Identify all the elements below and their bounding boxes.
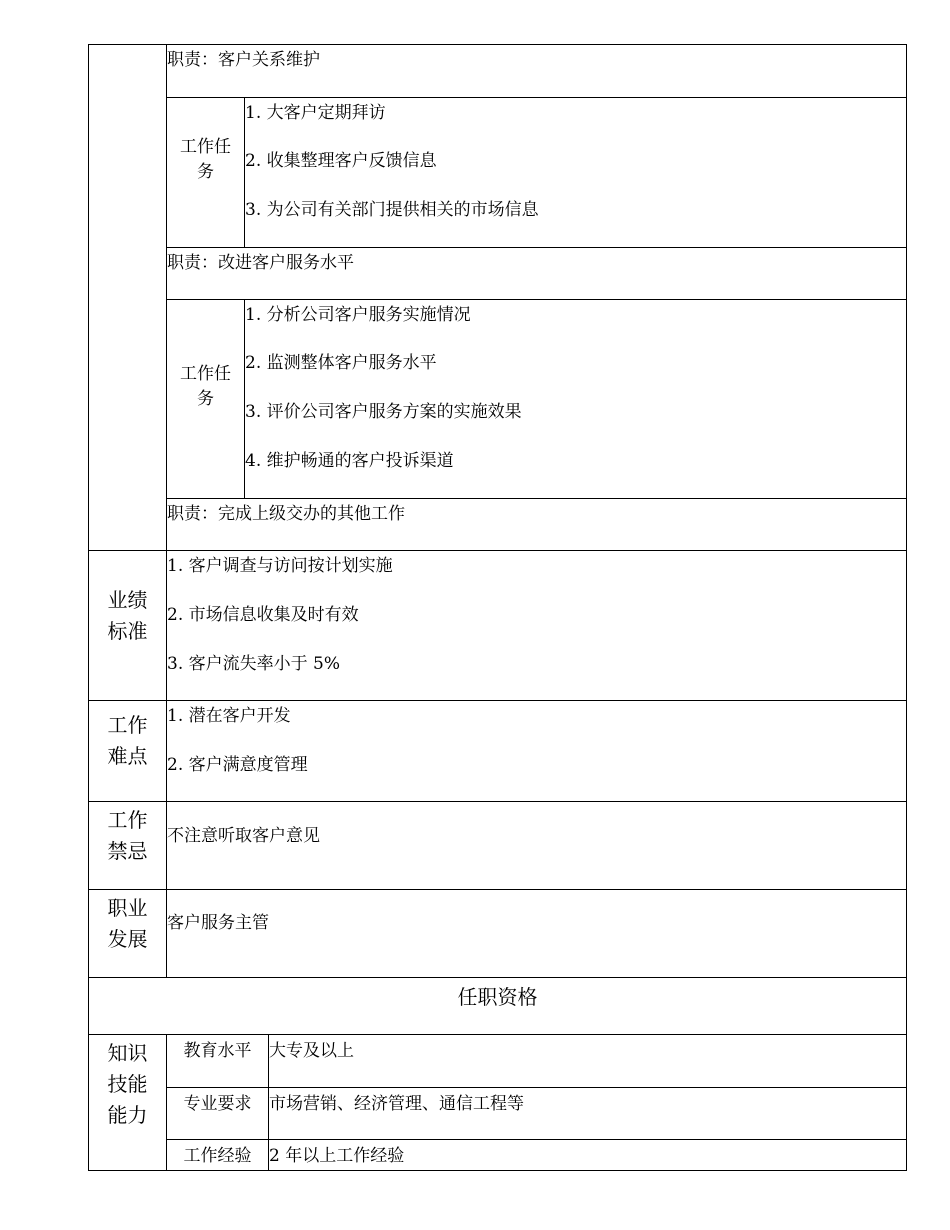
qualification-key: 专业要求 xyxy=(183,1094,252,1114)
qualification-key: 教育水平 xyxy=(183,1041,252,1061)
duty-label: 职责：改进客户服务水平 xyxy=(167,253,354,273)
qualifications-title: 任职资格 xyxy=(457,985,538,1009)
task-item: 3. 评价公司客户服务方案的实施效果 xyxy=(245,402,522,422)
qualification-value: 市场营销、经济管理、通信工程等 xyxy=(269,1094,524,1114)
difficulty-item: 2. 客户满意度管理 xyxy=(167,755,308,775)
qualification-key: 工作经验 xyxy=(183,1146,252,1166)
career-label: 职业 发展 xyxy=(107,896,148,951)
qualifications-group-label: 知识 技能 能力 xyxy=(107,1041,148,1127)
task-item: 4. 维护畅通的客户投诉渠道 xyxy=(245,451,454,471)
duty-label: 职责：客户关系维护 xyxy=(167,50,320,70)
task-item: 1. 分析公司客户服务实施情况 xyxy=(245,305,471,325)
qualification-value: 2 年以上工作经验 xyxy=(269,1146,405,1166)
duty-label: 职责：完成上级交办的其他工作 xyxy=(167,504,405,524)
task-item: 2. 监测整体客户服务水平 xyxy=(245,353,437,373)
difficulty-item: 1. 潜在客户开发 xyxy=(167,706,291,726)
performance-item: 2. 市场信息收集及时有效 xyxy=(167,605,359,625)
task-item: 3. 为公司有关部门提供相关的市场信息 xyxy=(245,200,539,220)
taboo-text: 不注意听取客户意见 xyxy=(167,826,320,846)
task-label: 工作任 务 xyxy=(180,137,231,182)
task-label: 工作任 务 xyxy=(180,364,231,409)
career-text: 客户服务主管 xyxy=(167,913,269,933)
performance-item: 1. 客户调查与访问按计划实施 xyxy=(167,556,393,576)
taboos-label: 工作 禁忌 xyxy=(107,808,148,863)
difficulties-label: 工作 难点 xyxy=(107,713,148,768)
performance-label: 业绩 标准 xyxy=(107,588,148,643)
performance-item: 3. 客户流失率小于 5% xyxy=(167,654,340,674)
task-item: 2. 收集整理客户反馈信息 xyxy=(245,151,437,171)
task-item: 1. 大客户定期拜访 xyxy=(245,103,386,123)
qualification-value: 大专及以上 xyxy=(269,1041,354,1061)
